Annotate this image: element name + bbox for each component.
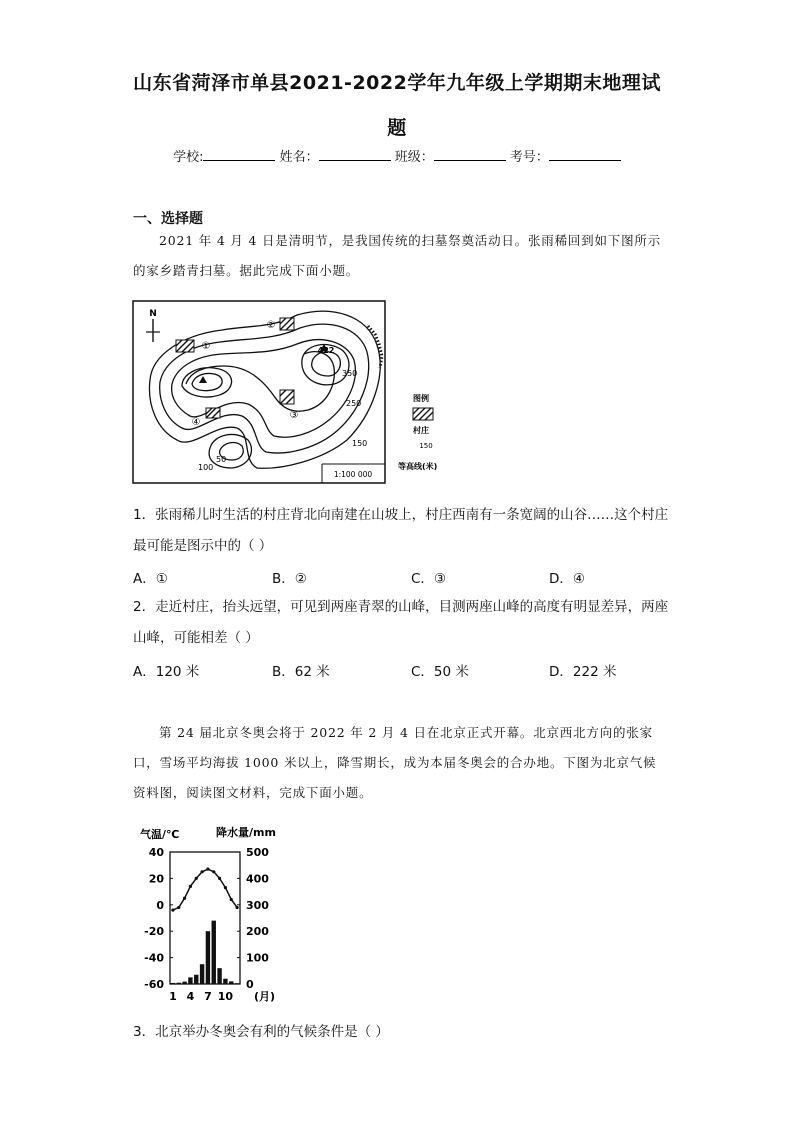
precipitation-bar: [177, 983, 181, 984]
map-frame: [133, 301, 385, 483]
x-axis-label: (月): [254, 990, 276, 1003]
precipitation-bar: [200, 964, 204, 984]
temperature-point: [189, 885, 192, 888]
q2-option-b[interactable]: B．62 米: [272, 664, 330, 680]
question-1-stem: 1．张雨稀儿时生活的村庄背北向南建在山坡上，村庄西南有一条宽阔的山谷……这个村庄最可能是图示中的（ ）: [133, 507, 669, 554]
temperature-point: [212, 870, 215, 873]
right-tick-label: 500: [246, 846, 269, 859]
temperature-point: [235, 906, 238, 909]
legend-contour-value: 150: [419, 442, 433, 450]
temperature-point: [183, 897, 186, 900]
q1-option-c[interactable]: C．③: [411, 571, 447, 587]
student-info-line: [0, 146, 794, 165]
exam-no-label: 考号：: [509, 150, 549, 165]
precipitation-bar: [229, 981, 233, 984]
q2-option-a[interactable]: A．120 米: [133, 664, 200, 680]
precipitation-bar: [217, 968, 221, 984]
right-axis-label: 降水量/mm: [216, 826, 276, 839]
contour-label-250: 250: [346, 399, 362, 408]
right-tick-label: 200: [246, 925, 269, 939]
question-3-stem: 3．北京举办冬奥会有利的气候条件是（ ）: [133, 1024, 389, 1040]
q2-option-d[interactable]: D．222 米: [549, 664, 617, 680]
temperature-point: [195, 877, 198, 880]
village-marker-1: ①: [201, 341, 211, 352]
name-blank[interactable]: [319, 148, 391, 161]
left-tick-label: -60: [144, 978, 164, 991]
contour-label-100: 100: [198, 463, 214, 472]
left-tick-label: 0: [156, 898, 164, 912]
class-blank[interactable]: [434, 148, 506, 161]
temperature-point: [171, 908, 174, 911]
right-tick-label: 300: [246, 898, 269, 912]
name-label: 姓名：: [279, 150, 319, 165]
temperature-line: [173, 869, 237, 910]
right-tick-label: 0: [246, 978, 254, 991]
question-2-stem: 2．走近村庄，抬头远望，可见到两座青翠的山峰，目测两座山峰的高度有明显差异，两座山峰，可能相差（ ）: [133, 599, 669, 646]
village-marker-3: ③: [289, 410, 299, 421]
temperature-point: [206, 868, 209, 871]
peak-value: 422: [317, 346, 335, 355]
contour-map: [132, 300, 438, 484]
village-marker-2: ②: [266, 320, 276, 331]
page-title-continued: 题: [387, 117, 407, 139]
right-tick-label: 100: [246, 951, 269, 965]
exam-no-blank[interactable]: [549, 148, 621, 161]
precipitation-bar: [188, 977, 192, 984]
precipitation-bar: [223, 979, 227, 984]
q2-option-c[interactable]: C．50 米: [411, 664, 469, 680]
temperature-point: [224, 886, 227, 889]
x-tick-label: 1: [169, 990, 177, 1003]
contour-label-350: 350: [342, 369, 358, 378]
left-tick-label: -40: [144, 951, 164, 965]
legend-village-label: 村庄: [413, 426, 429, 435]
precipitation-bar: [182, 982, 186, 984]
intro-paragraph-2: 第 24 届北京冬奥会将于 2022 年 2 月 4 日在北京正式开幕。北京西北方向的张家口，雪场平均海拔 1000 米以上，降雪期长，成为本届冬奥会的合办地。下图为北京气候资料图，阅读图文材料，完成下面小题。: [133, 725, 657, 800]
left-tick-label: -20: [144, 925, 164, 939]
map-scale: 1:100 000: [333, 470, 373, 479]
x-tick-label: 10: [217, 990, 234, 1003]
plot-frame: [170, 852, 240, 984]
right-tick-label: 400: [246, 872, 269, 886]
left-tick-label: 20: [148, 872, 164, 886]
temperature-point: [177, 906, 180, 909]
contour-label-150: 150: [352, 439, 368, 448]
temperature-point: [230, 898, 233, 901]
contour-label-50: 50: [216, 455, 227, 464]
page-title: 山东省菏泽市单县2021-2022学年九年级上学期期末地理试: [133, 72, 661, 94]
q1-option-b[interactable]: B．②: [272, 571, 307, 587]
section-heading: 一、选择题: [133, 211, 203, 227]
precipitation-bar: [212, 921, 216, 984]
class-label: 班级：: [394, 150, 434, 165]
school-blank[interactable]: [203, 148, 275, 161]
intro-paragraph-1: 2021 年 4 月 4 日是清明节，是我国传统的扫墓祭奠活动日。张雨稀回到如下图所示的家乡踏青扫墓。据此完成下面小题。: [133, 233, 661, 278]
q1-option-a[interactable]: A．①: [133, 571, 168, 587]
precipitation-bar: [194, 975, 198, 984]
left-tick-label: 40: [148, 846, 164, 859]
temperature-point: [218, 877, 221, 880]
x-tick-label: 4: [186, 990, 195, 1003]
climate-chart: [136, 822, 296, 1006]
temperature-point: [200, 870, 203, 873]
left-axis-label: 气温/℃: [140, 828, 180, 841]
village-marker-4: ④: [191, 417, 201, 428]
precipitation-bar: [235, 983, 239, 984]
north-label: N: [149, 309, 157, 319]
legend-contour-label: 等高线(米): [398, 462, 438, 471]
precipitation-bar: [206, 931, 210, 984]
precipitation-bar: [171, 983, 175, 984]
q1-option-d[interactable]: D．④: [549, 571, 585, 587]
x-tick-label: 7: [204, 990, 212, 1003]
school-label: 学校:: [173, 150, 204, 165]
legend-title: 图例: [413, 394, 429, 403]
